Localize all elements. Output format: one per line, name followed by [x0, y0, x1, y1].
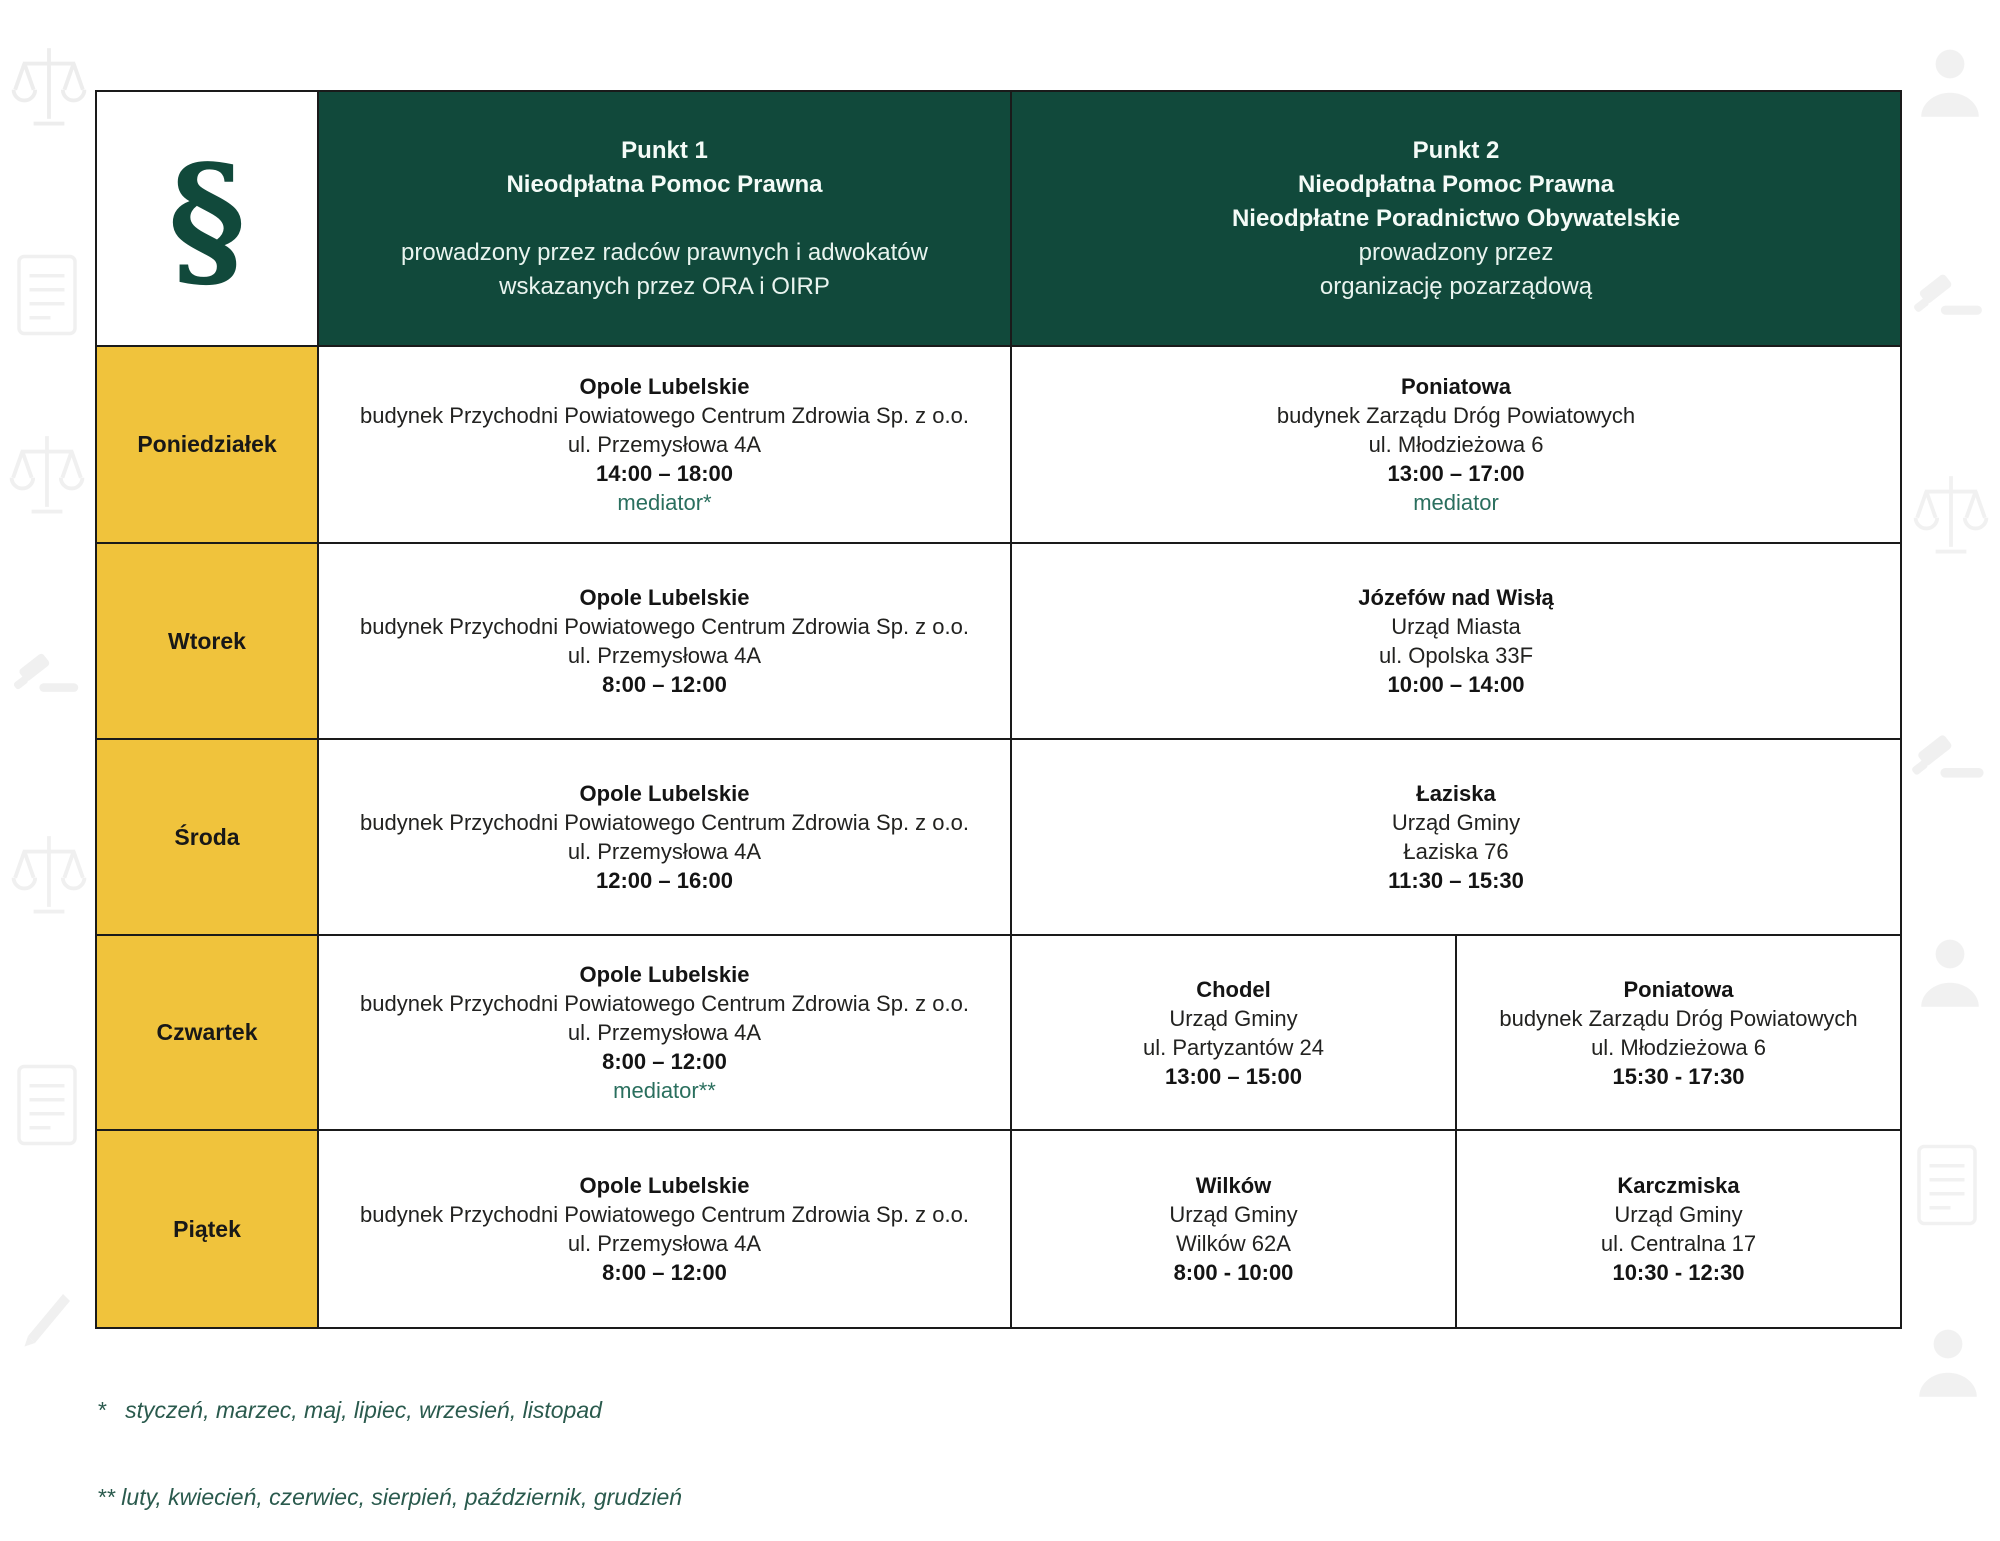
day-label: Wtorek [168, 627, 246, 654]
corner-cell [97, 92, 319, 347]
watermark-scales-icon [10, 42, 88, 142]
cell-line: Urząd Gminy [1614, 1202, 1743, 1227]
cell-time: 10:30 - 12:30 [1612, 1260, 1745, 1285]
cell-city: Chodel [1196, 976, 1271, 1002]
cell-city: Łaziska [1416, 781, 1496, 806]
legal-aid-schedule-table [95, 90, 1902, 1329]
day-cell-wednesday [97, 740, 319, 936]
cell-line: ul. Młodzieżowa 6 [1591, 1034, 1766, 1060]
day-label: Piątek [173, 1215, 241, 1242]
thursday-punkt2-cell-chodel [1012, 936, 1457, 1131]
wednesday-punkt2-cell [1012, 740, 1902, 936]
cell-line: Wilków 62A [1176, 1231, 1291, 1256]
cell-line: budynek Przychodni Powiatowego Centrum Zdrowia Sp. z o.o. [360, 810, 969, 835]
cell-line: budynek Przychodni Powiatowego Centrum Zdrowia Sp. z o.o. [360, 991, 969, 1016]
cell-line: budynek Przychodni Powiatowego Centrum Zdrowia Sp. z o.o. [360, 403, 969, 428]
cell-line: Urząd Gminy [1391, 810, 1521, 835]
cell-line: ul. Partyzantów 24 [1143, 1034, 1324, 1060]
cell-city: Opole Lubelskie [579, 781, 750, 806]
cell-line: ul. Młodzieżowa 6 [1368, 432, 1544, 457]
thursday-punkt1-cell [319, 936, 1012, 1131]
watermark-gavel-icon [12, 640, 84, 712]
cell-line: ul. Przemysłowa 4A [567, 1231, 762, 1256]
watermark-scales-icon [8, 430, 86, 530]
watermark-document-icon [12, 250, 82, 340]
cell-line: ul. Opolska 33F [1378, 643, 1534, 668]
cell-time: 13:00 – 15:00 [1165, 1063, 1302, 1089]
cell-city: Karczmiska [1617, 1173, 1740, 1198]
cell-line: Urząd Gminy [1169, 1202, 1298, 1227]
friday-punkt1-cell [319, 1131, 1012, 1329]
cell-city: Opole Lubelskie [579, 374, 750, 399]
day-label: Poniedziałek [137, 431, 277, 457]
punkt1-title-line: Punkt 1 [621, 136, 708, 164]
friday-punkt2-cell-karczmiska [1457, 1131, 1902, 1329]
cell-line: ul. Centralna 17 [1600, 1231, 1757, 1256]
cell-city: Wilków [1195, 1173, 1272, 1198]
watermark-gavel-icon [1910, 720, 1990, 800]
cell-line: Urząd Gminy [1169, 1005, 1298, 1031]
paragraph-symbol-icon: § [168, 131, 246, 306]
footnotes [97, 1338, 682, 1541]
cell-line: Urząd Miasta [1391, 614, 1521, 639]
punkt1-title-line: Nieodpłatna Pomoc Prawna [506, 170, 823, 198]
cell-line: Łaziska 76 [1403, 839, 1509, 864]
cell-time: 8:00 – 12:00 [602, 1049, 727, 1074]
cell-time: 8:00 – 12:00 [602, 1260, 727, 1285]
cell-line: budynek Zarządu Dróg Powiatowych [1276, 403, 1636, 428]
cell-time: 14:00 – 18:00 [596, 461, 733, 486]
footnote-line: ** luty, kwiecień, czerwiec, sierpień, październik, grudzień [97, 1484, 683, 1510]
watermark-document-icon [1912, 1140, 1982, 1230]
punkt2-title-line: Nieodpłatne Poradnictwo Obywatelskie [1231, 204, 1681, 232]
punkt1-subtitle-line: prowadzony przez radców prawnych i adwokatów [401, 238, 928, 266]
watermark-person-icon [1910, 930, 1990, 1010]
cell-time: 11:30 – 15:30 [1388, 868, 1524, 893]
cell-city: Opole Lubelskie [579, 1173, 750, 1198]
punkt2-title-line: Punkt 2 [1412, 136, 1500, 164]
punkt2-subtitle-line: organizację pozarządową [1319, 272, 1593, 300]
cell-city: Opole Lubelskie [579, 962, 750, 987]
header-punkt1 [319, 92, 1012, 347]
cell-line: ul. Przemysłowa 4A [567, 839, 762, 864]
cell-note: mediator* [617, 490, 712, 515]
cell-note: mediator [1413, 490, 1499, 515]
cell-city: Opole Lubelskie [579, 585, 750, 610]
friday-punkt2-cell-wilkow [1012, 1131, 1457, 1329]
monday-punkt1-cell [319, 347, 1012, 544]
watermark-person-icon [1908, 1320, 1988, 1400]
cell-line: ul. Przemysłowa 4A [567, 432, 762, 457]
header-punkt2 [1012, 92, 1902, 347]
cell-line: budynek Przychodni Powiatowego Centrum Zdrowia Sp. z o.o. [360, 614, 969, 639]
cell-time: 15:30 - 17:30 [1612, 1063, 1745, 1089]
tuesday-punkt1-cell [319, 544, 1012, 740]
cell-line: budynek Przychodni Powiatowego Centrum Zdrowia Sp. z o.o. [360, 1202, 969, 1227]
day-cell-friday [97, 1131, 319, 1329]
watermark-gavel-icon [1912, 260, 1988, 336]
watermark-scales-icon [1912, 470, 1990, 570]
day-cell-monday [97, 347, 319, 544]
cell-note: mediator** [613, 1078, 716, 1103]
punkt2-title-line: Nieodpłatna Pomoc Prawna [1297, 170, 1615, 198]
cell-line: ul. Przemysłowa 4A [567, 643, 762, 668]
cell-city: Józefów nad Wisłą [1358, 585, 1554, 610]
cell-time: 10:00 – 14:00 [1387, 672, 1525, 697]
cell-line: budynek Zarządu Dróg Powiatowych [1499, 1005, 1858, 1031]
day-cell-thursday [97, 936, 319, 1131]
cell-city: Poniatowa [1623, 976, 1734, 1002]
watermark-scales-icon [10, 830, 88, 930]
monday-punkt2-cell [1012, 347, 1902, 544]
watermark-person-icon [1910, 40, 1990, 120]
thursday-punkt2-cell-poniatowa [1457, 936, 1902, 1131]
cell-line: ul. Przemysłowa 4A [567, 1020, 762, 1045]
cell-time: 13:00 – 17:00 [1387, 461, 1525, 486]
cell-city: Poniatowa [1400, 374, 1511, 399]
cell-time: 8:00 - 10:00 [1173, 1260, 1294, 1285]
cell-time: 12:00 – 16:00 [596, 868, 733, 893]
watermark-document-icon [12, 1060, 82, 1150]
tuesday-punkt2-cell [1012, 544, 1902, 740]
day-label: Czwartek [156, 1019, 258, 1045]
punkt1-subtitle-line: wskazanych przez ORA i OIRP [499, 272, 830, 300]
day-cell-tuesday [97, 544, 319, 740]
wednesday-punkt1-cell [319, 740, 1012, 936]
day-label: Środa [174, 823, 240, 850]
watermark-pen-icon [14, 1280, 84, 1350]
punkt2-subtitle-line: prowadzony przez [1358, 238, 1554, 266]
cell-time: 8:00 – 12:00 [602, 672, 727, 697]
footnote-line: * styczeń, marzec, maj, lipiec, wrzesień, listopad [97, 1397, 602, 1423]
